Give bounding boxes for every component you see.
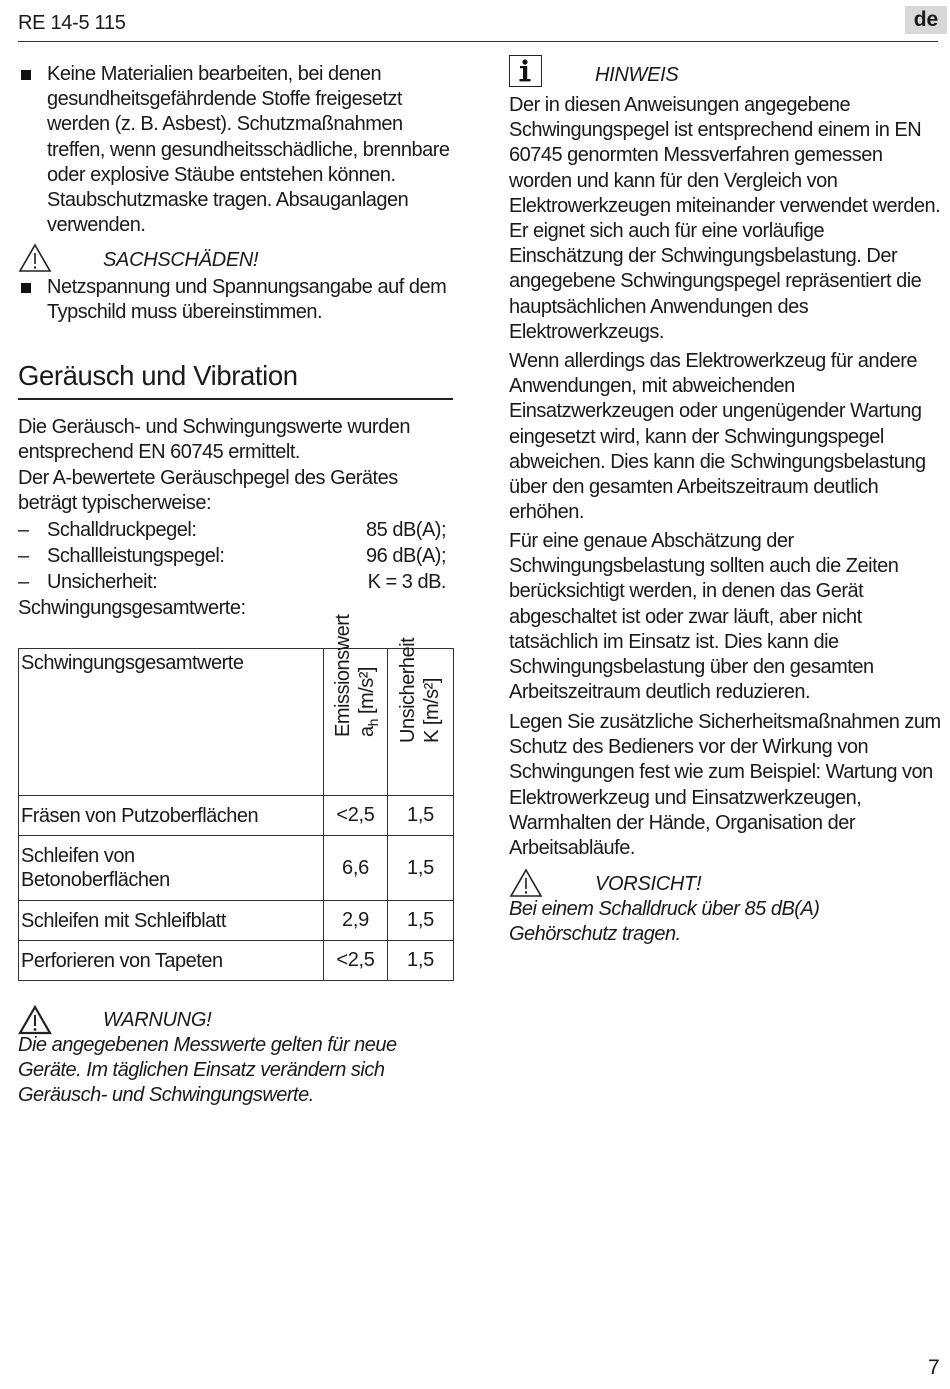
info-glyph	[510, 56, 540, 85]
hinweis-label: HINWEIS	[595, 64, 679, 86]
uncertainty-header-line1: Unsicherheit	[396, 637, 419, 743]
safety-bullet-voltage: Netzspannung und Spannungsangabe auf dem Typschild muss übereinstimmen.	[47, 276, 447, 324]
spec-dash: –	[18, 519, 29, 541]
emission-unit: [m/s²]	[355, 667, 378, 720]
hinweis-paragraph-4: Legen Sie zusätzliche Sicherheitsmaßnahmen zum Schutz des Bedieners vor der Wirkung von Schwingungen fest wie zum Beispiel: Wartung von Elektrowerkzeug und Einsatzwerkzeugen, Warmhalten der Hände, Organisation der Arbeitsabläufe.	[509, 711, 941, 860]
row-emission: 2,9	[324, 901, 388, 941]
spec-value: 85 dB(A);	[366, 519, 446, 541]
spec-row-sound-power	[18, 544, 446, 570]
table-header-uncertainty	[388, 637, 454, 796]
row-label: Schleifen von Betonoberflächen	[19, 836, 324, 901]
sachschaden-label: SACHSCHÄDEN!	[103, 249, 259, 271]
uncertainty-header-text	[396, 638, 444, 743]
row-uncertainty: 1,5	[388, 901, 454, 941]
spec-label: Schallleistungspegel:	[47, 545, 225, 567]
row-uncertainty: 1,5	[388, 796, 454, 836]
hinweis-paragraph-3: Für eine genaue Abschätzung der Schwingungsbelastung sollten auch die Zeiten berücksichtigt werden, in denen das Gerät abgeschaltet ist oder zwar läuft, aber nicht tatsächlich im Einsatz ist. Dies kann die Schwingungsbelastung über den gesamten Arbeitszeitraum deutlich reduzieren.	[509, 530, 899, 704]
spec-dash: –	[18, 545, 29, 567]
page-number: 7	[928, 1356, 940, 1379]
spec-label: Unsicherheit:	[47, 571, 158, 593]
document-model-title: RE 14-5 115	[18, 12, 126, 34]
row-label: Schleifen mit Schleifblatt	[19, 901, 324, 941]
spec-row-sound-pressure	[18, 518, 446, 544]
spec-row-uncertainty	[18, 570, 446, 596]
bullet-marker	[21, 70, 31, 80]
emission-symbol: a	[355, 726, 378, 737]
info-icon	[509, 55, 542, 87]
table-header-label: Schwingungsgesamtwerte	[21, 652, 244, 674]
warnung-text: Die angegebenen Messwerte gelten für neue Geräte. Im täglichen Einsatz verändern sich Geräusch- und Schwingungswerte.	[18, 1034, 397, 1107]
spec-value: 96 dB(A);	[366, 545, 446, 567]
table-row	[19, 941, 454, 981]
row-emission: <2,5	[324, 941, 388, 981]
header-divider	[18, 41, 938, 42]
section-title: Geräusch und Vibration	[18, 360, 298, 391]
hinweis-paragraph-2: Wenn allerdings das Elektrowerkzeug für andere Anwendungen, mit abweichenden Einsatzwerkzeugen oder ungenügender Wartung eingesetzt wird, kann der Schwingungspegel abweichen. Dies kann die Schwingungsbelastung über den gesamten Arbeitszeitraum deutlich erhöhen.	[509, 350, 926, 524]
emission-header-line1: Emissionswert	[331, 614, 354, 737]
table-row	[19, 796, 454, 836]
emission-header-text	[331, 615, 385, 737]
safety-bullet-dust: Keine Materialien bearbeiten, bei denen gesundheitsgefährdende Stoffe freigesetzt werden (z. B. Asbest). Schutzmaßnahmen treffen, wenn gesundheitsschädliche, brennbare oder explosive Stäube entstehen können. Staubschutzmaske tragen. Absauganlagen verwenden.	[47, 63, 450, 237]
uncertainty-header-line2: K [m/s²]	[420, 678, 443, 743]
intro-paragraph-1: Die Geräusch- und Schwingungswerte wurden entsprechend EN 60745 ermittelt.	[18, 416, 410, 464]
vorsicht-label: VORSICHT!	[595, 873, 702, 895]
vibration-label: Schwingungsgesamtwerte:	[18, 597, 246, 619]
section-title-rule	[18, 398, 453, 400]
row-label: Perforieren von Tapeten	[19, 941, 324, 981]
vorsicht-text: Bei einem Schalldruck über 85 dB(A) Gehörschutz tragen.	[509, 898, 820, 946]
table-header-main	[19, 649, 324, 796]
table-header-row	[19, 649, 454, 796]
table-row	[19, 836, 454, 901]
row-label: Fräsen von Putzoberflächen	[19, 796, 324, 836]
spec-label: Schalldruckpegel:	[47, 519, 197, 541]
bullet-marker	[21, 283, 31, 293]
intro-paragraph-2: Der A-bewertete Geräuschpegel des Gerätes beträgt typischerweise:	[18, 467, 398, 515]
warnung-label: WARNUNG!	[103, 1009, 212, 1031]
table-header-emission	[324, 614, 388, 796]
warning-triangle-icon	[18, 243, 52, 273]
table-row	[19, 901, 454, 941]
spec-dash: –	[18, 571, 29, 593]
warning-triangle-icon	[18, 1005, 52, 1035]
vibration-table	[18, 614, 454, 981]
hinweis-paragraph-1: Der in diesen Anweisungen angegebene Schwingungspegel ist entsprechend einem in EN 60745 genormten Messverfahren gemessen worden und kann für den Vergleich von Elektrowerkzeugen miteinander verwendet werden. Er eignet sich auch für eine vorläufige Einschätzung der Schwingungsbelastung. Der angegebene Schwingungspegel repräsentiert die hauptsächlichen Anwendungen des Elektrowerkzeugs.	[509, 94, 941, 343]
row-uncertainty: 1,5	[388, 836, 454, 901]
spec-value: K = 3 dB.	[367, 571, 446, 593]
emission-header-line2	[355, 615, 385, 737]
language-badge: de	[905, 6, 947, 34]
row-uncertainty: 1,5	[388, 941, 454, 981]
emission-subscript: h	[364, 719, 381, 727]
row-emission: <2,5	[324, 796, 388, 836]
row-emission: 6,6	[324, 836, 388, 901]
caution-triangle-icon	[509, 868, 543, 898]
